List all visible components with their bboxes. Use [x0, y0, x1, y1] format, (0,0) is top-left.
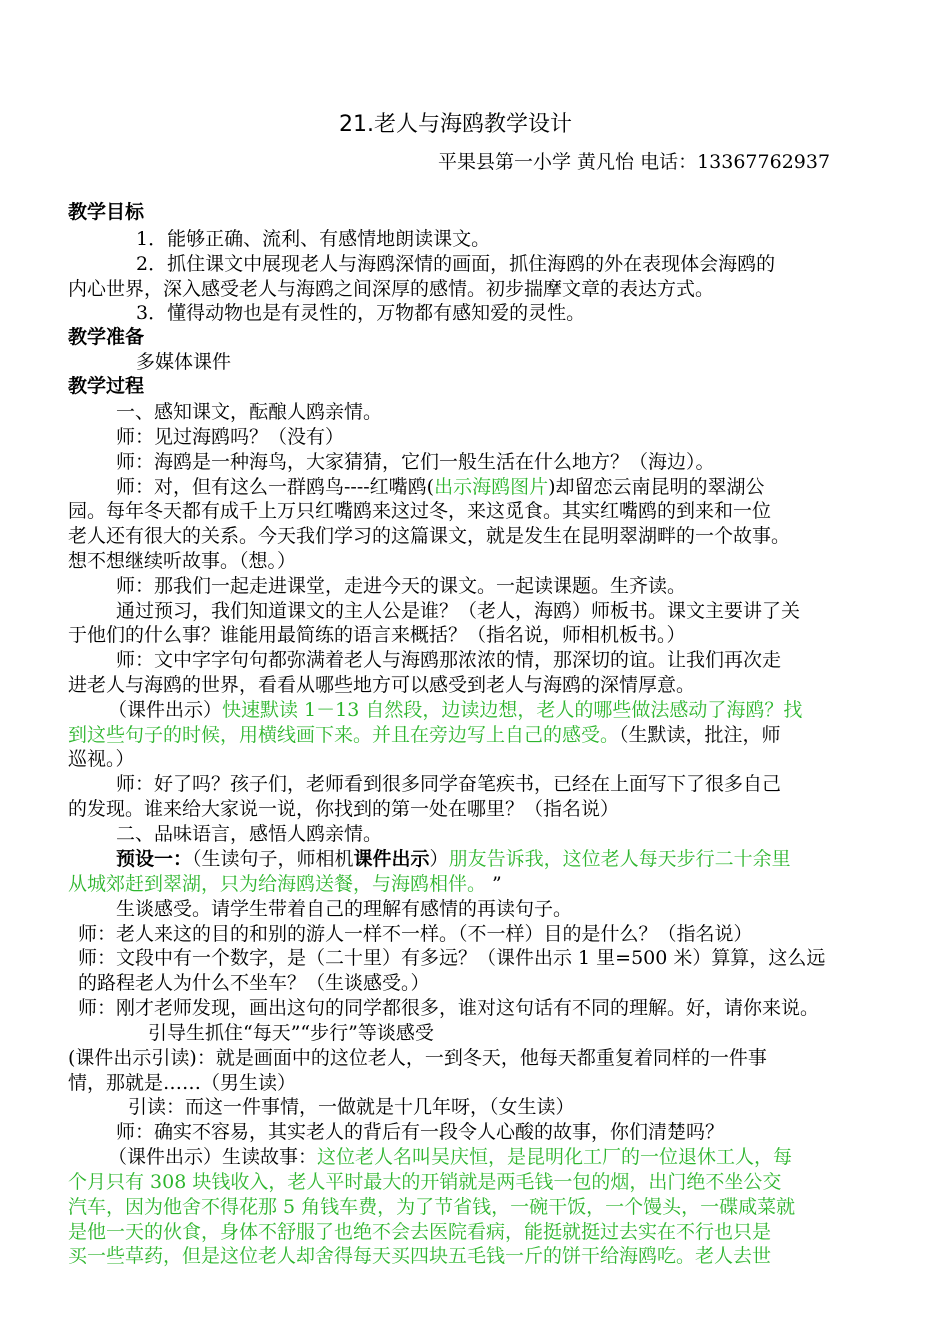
text-run: ）	[429, 848, 449, 870]
goal-1: 1．能够正确、流利、有感情地朗读课文。	[136, 228, 491, 250]
author-byline: 平果县第一小学 黄凡怡 电话：13367762937	[438, 151, 831, 173]
green-highlight-text: 朋友告诉我，这位老人每天步行二十余里	[448, 848, 791, 870]
green-highlight-text: 汽车，因为他舍不得花那 5 角钱车费，为了节省钱，一碗干饭，一个馒头，一碟咸菜就	[68, 1196, 796, 1218]
green-highlight-text: 快速默读 1－13 自然段，边读边想，老人的哪些做法感动了海鸥？找	[222, 699, 803, 721]
text-run: ”	[486, 873, 502, 895]
goal-3: 3．懂得动物也是有灵性的，万物都有感知爱的灵性。	[136, 302, 586, 324]
green-highlight-text: 到这些句子的时候，用横线画下来。并且在旁边写上自己的感受。	[68, 724, 620, 746]
heading-prep: 教学准备	[68, 326, 145, 348]
bold-label: 预设一：	[116, 848, 193, 870]
process-line: 师：好了吗？孩子们，老师看到很多同学奋笔疾书，已经在上面写下了很多自己	[116, 773, 782, 795]
text-run: （生默读，批注，师	[619, 724, 781, 746]
process-line: 通过预习，我们知道课文的主人公是谁？（老人，海鸥）师板书。课文主要讲了关	[116, 600, 801, 622]
green-highlight-text: 是他一天的伙食，身体不舒服了也绝不会去医院看病，能挺就挺过去实在不行也只是	[68, 1221, 772, 1243]
process-line: 老人还有很大的关系。今天我们学习的这篇课文，就是发生在昆明翠湖畔的一个故事。	[68, 525, 791, 547]
green-highlight-text: 买一些草药，但是这位老人却舍得每天买四块五毛钱一斤的饼干给海鸥吃。老人去世	[68, 1245, 772, 1267]
process-line: 想不想继续听故事。（想。）	[68, 550, 297, 572]
process-line: 师：确实不容易，其实老人的背后有一段令人心酸的故事，你们清楚吗？	[116, 1121, 725, 1143]
process-line: 的路程老人为什么不坐车？（生谈感受。）	[78, 972, 430, 994]
process-line: 引导生抓住“每天”“步行”等谈感受	[148, 1022, 434, 1044]
process-line	[116, 474, 765, 500]
process-line: 于他们的什么事？谁能用最简练的语言来概括？（指名说，师相机板书。）	[68, 624, 686, 646]
process-line: 师：见过海鸥吗？（没有）	[116, 426, 345, 448]
section-1-heading: 一、感知课文，酝酿人鸥亲情。	[116, 401, 383, 423]
heading-goals: 教学目标	[68, 201, 145, 223]
process-line: 生谈感受。请学生带着自己的理解有感情的再读句子。	[116, 898, 573, 920]
green-highlight-text: 出示海鸥图片	[434, 476, 549, 498]
process-line	[108, 697, 802, 723]
process-line	[108, 1144, 792, 1170]
prep-item: 多媒体课件	[136, 351, 232, 373]
process-line: 师：老人来这的目的和别的游人一样不一样。（不一样）目的是什么？（指名说）	[78, 923, 753, 945]
process-line: (课件出示引读)：就是画面中的这位老人，一到冬天，他每天都重复着同样的一件事	[68, 1047, 767, 1069]
process-line: 进老人与海鸥的世界，看看从哪些地方可以感受到老人与海鸥的深情厚意。	[68, 674, 696, 696]
heading-process: 教学过程	[68, 375, 145, 397]
text-run: )却留恋云南昆明的翠湖公	[548, 476, 765, 498]
process-line: 情，那就是……（男生读）	[68, 1072, 297, 1094]
process-line: 师：文段中有一个数字，是（二十里）有多远？（课件出示 1 里=500 米）算算，这么远	[78, 947, 826, 969]
text-run: 师：对，但有这么一群鸥鸟----红嘴鸥(	[116, 476, 435, 498]
process-line: 师：那我们一起走进课堂，走进今天的课文。一起读课题。生齐读。	[116, 575, 687, 597]
process-line: 引读：而这一件事情，一做就是十几年呀，（女生读）	[128, 1096, 575, 1118]
goal-2-line-1: 2．抓住课文中展现老人与海鸥深情的画面，抓住海鸥的外在表现体会海鸥的	[136, 253, 776, 275]
process-line: 师：文中字字句句都弥满着老人与海鸥那浓浓的情，那深切的谊。让我们再次走	[116, 649, 782, 671]
process-line: 师：海鸥是一种海鸟，大家猜猜，它们一般生活在什么地方？（海边）。	[116, 451, 715, 473]
process-line	[68, 871, 502, 897]
goal-2-line-2: 内心世界，深入感受老人与海鸥之间深厚的感情。初步揣摩文章的表达方式。	[68, 278, 715, 300]
text-run: （课件出示）	[108, 699, 223, 721]
text-run: （课件出示）生读故事：	[108, 1146, 318, 1168]
green-highlight-text: 这位老人名叫吴庆恒，是昆明化工厂的一位退休工人，每	[317, 1146, 793, 1168]
bold-label: 课件出示	[353, 848, 430, 870]
process-line: 的发现。谁来给大家说一说，你找到的第一处在哪里？（指名说）	[68, 798, 620, 820]
process-line	[116, 846, 791, 872]
section-2-heading: 二、品味语言，感悟人鸥亲情。	[116, 823, 383, 845]
process-line	[68, 722, 781, 748]
green-highlight-text: 从城郊赶到翠湖，只为给海鸥送餐，与海鸥相伴。	[68, 873, 487, 895]
text-run: （生读句子，师相机	[192, 848, 354, 870]
process-line: 师：刚才老师发现，画出这句的同学都很多，谁对这句话有不同的理解。好，请你来说。	[78, 997, 820, 1019]
process-line: 园。每年冬天都有成千上万只红嘴鸥来这过冬，来这觅食。其实红嘴鸥的到来和一位	[68, 500, 772, 522]
green-highlight-text: 个月只有 308 块钱收入，老人平时最大的开销就是两毛钱一包的烟，出门绝不坐公交	[68, 1171, 782, 1193]
document-title: 21.老人与海鸥教学设计	[339, 112, 572, 137]
process-line: 巡视。）	[68, 748, 135, 770]
